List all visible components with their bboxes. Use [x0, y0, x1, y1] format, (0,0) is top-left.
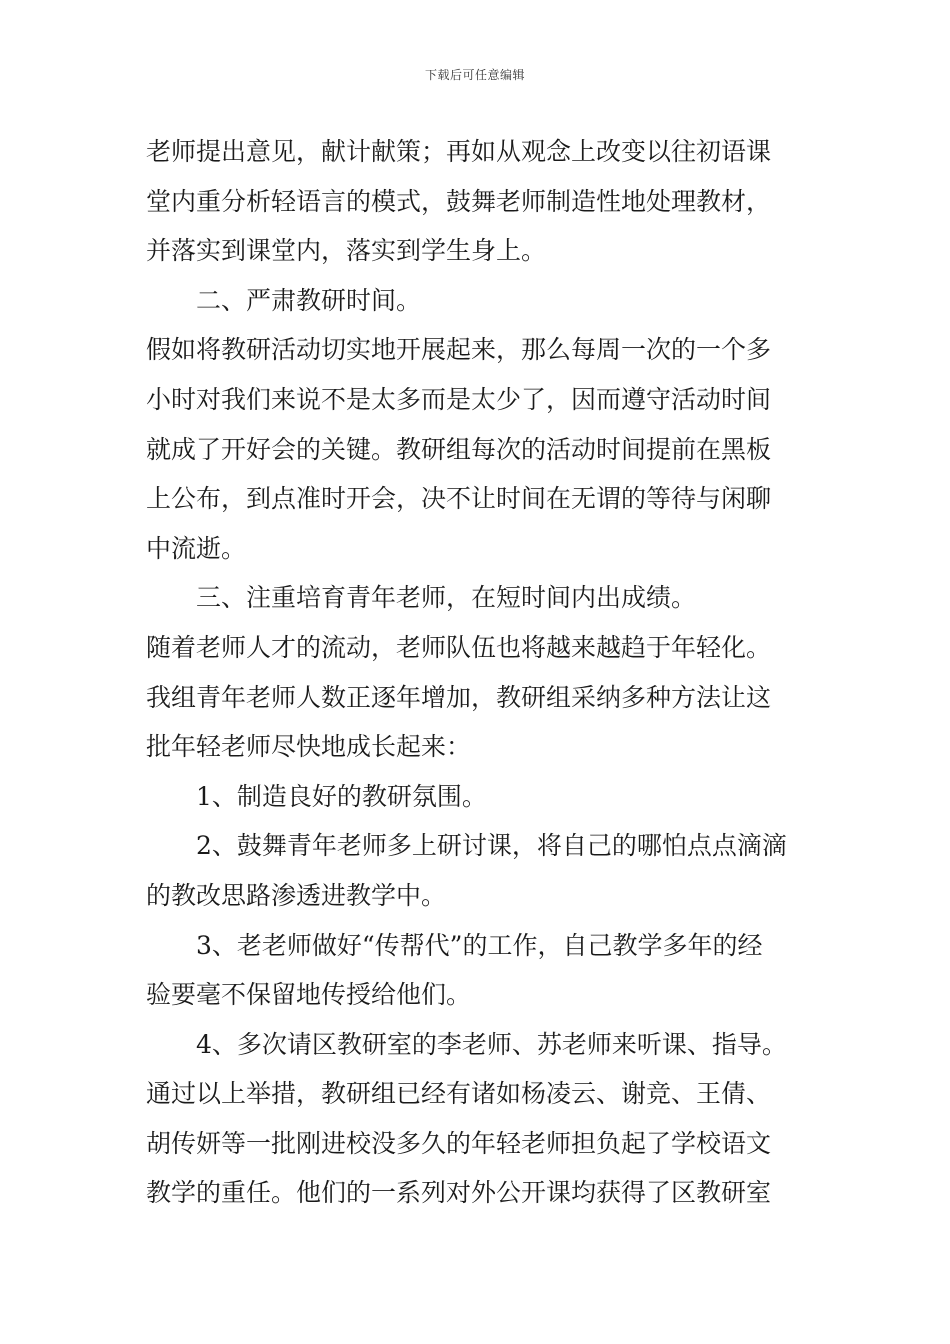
text-line: 批年轻老师尽快地成长起来：	[146, 732, 472, 762]
text-line: 就成了开好会的关键。教研组每次的活动时间提前在黑板	[146, 434, 772, 464]
text-line: 上公布，到点准时开会，决不让时间在无谓的等待与闲聊	[146, 484, 772, 514]
text-line: 老师提出意见，献计献策；再如从观念上改变以往初语课	[146, 137, 772, 166]
list-item: 4、多次请区教研室的李老师、苏老师来听课、指导。	[196, 1029, 787, 1059]
text-line: 胡传妍等一批刚进校没多久的年轻老师担负起了学校语文	[146, 1128, 772, 1158]
section-heading: 二、严肃教研时间。	[196, 285, 422, 315]
text-line: 假如将教研活动切实地开展起来，那么每周一次的一个多	[146, 335, 772, 365]
text-line: 小时对我们来说不是太多而是太少了，因而遵守活动时间	[146, 384, 772, 414]
section-heading: 三、注重培育青年老师，在短时间内出成绩。	[196, 583, 697, 613]
body-text	[146, 127, 811, 1218]
text-line: 堂内重分析轻语言的模式，鼓舞老师制造性地处理教材，	[146, 186, 772, 216]
text-line: 中流逝。	[146, 533, 247, 563]
text-line: 验要毫不保留地传授给他们。	[146, 980, 472, 1010]
list-item: 1、制造良好的教研氛围。	[196, 781, 487, 811]
text-line: 通过以上举措，教研组已经有诸如杨凌云、谢竞、王倩、	[146, 1079, 772, 1109]
list-item: 3、老老师做好“传帮代”的工作，自己教学多年的经	[196, 930, 763, 960]
list-item: 2、鼓舞青年老师多上研讨课，将自己的哪怕点点滴滴	[196, 831, 787, 861]
text-line: 并落实到课堂内，落实到学生身上。	[146, 236, 547, 266]
text-line: 随着老师人才的流动，老师队伍也将越来越趋于年轻化。	[146, 632, 772, 662]
text-line: 的教改思路渗透进教学中。	[146, 880, 447, 910]
header-note: 下载后可任意编辑	[424, 68, 525, 82]
text-line: 教学的重任。他们的一系列对外公开课均获得了区教研室	[146, 1178, 772, 1208]
text-line: 我组青年老师人数正逐年增加，教研组采纳多种方法让这	[146, 682, 772, 712]
